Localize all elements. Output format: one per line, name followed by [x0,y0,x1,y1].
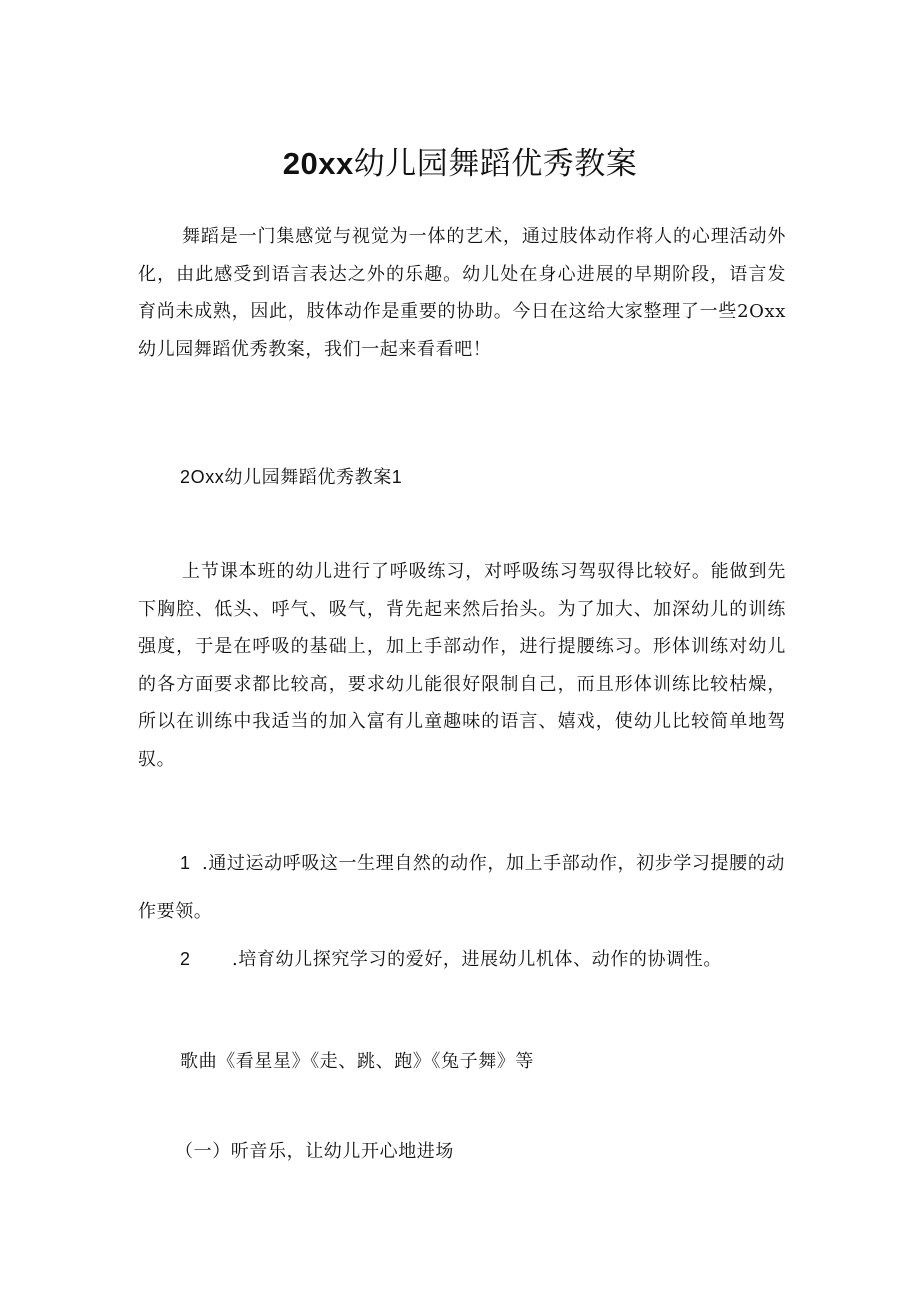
goal-1-text: .通过运动呼吸这一生理自然的动作，加上手部动作，初步学习提腰的动 [202,853,785,874]
goal-item-2 [180,944,722,975]
goal-1-number: 1 [180,853,191,873]
step-1-line: （一）听音乐，让幼儿开心地进场 [175,1141,454,1162]
goal-2-text: .培育幼儿探究学习的爱好，进展幼儿机体、动作的协调性。 [232,949,722,970]
goal-item-1 [180,848,785,879]
intro-paragraph: 舞蹈是一门集感觉与视觉为一体的艺术，通过肢体动作将人的心理活动外化，由此感受到语言表达之外的乐趣。幼儿处在身心进展的早期阶段，语言发育尚未成熟，因此，肢体动作是重要的协助。今日在这给大家整理了一些2Oxx幼儿园舞蹈优秀教案，我们一起来看看吧！ [138,226,786,360]
title-text: 幼儿园舞蹈优秀教案 [353,146,638,182]
materials-line: 歌曲《看星星》《走、跳、跑》《兔子舞》等 [180,1051,534,1072]
body-paragraph: 上节课本班的幼儿进行了呼吸练习，对呼吸练习驾驭得比较好。能做到先下胸腔、低头、呼气、吸气，背先起来然后抬头。为了加大、加深幼儿的训练强度，于是在呼吸的基础上，加上手部动作，进行提腰练习。形体训练对幼儿的各方面要求都比较高，要求幼儿能很好限制自己，而且形体训练比较枯燥，所以在训练中我适当的加入富有儿童趣味的语言、嬉戏，使幼儿比较简单地驾驭。 [138,561,786,770]
title-number: 20xx [282,146,354,181]
goal-item-1-continued: 作要领。 [138,901,213,922]
section-heading: 2Oxx幼儿园舞蹈优秀教案1 [180,467,403,487]
document-title [0,142,920,186]
goal-2-number: 2 [180,949,191,969]
